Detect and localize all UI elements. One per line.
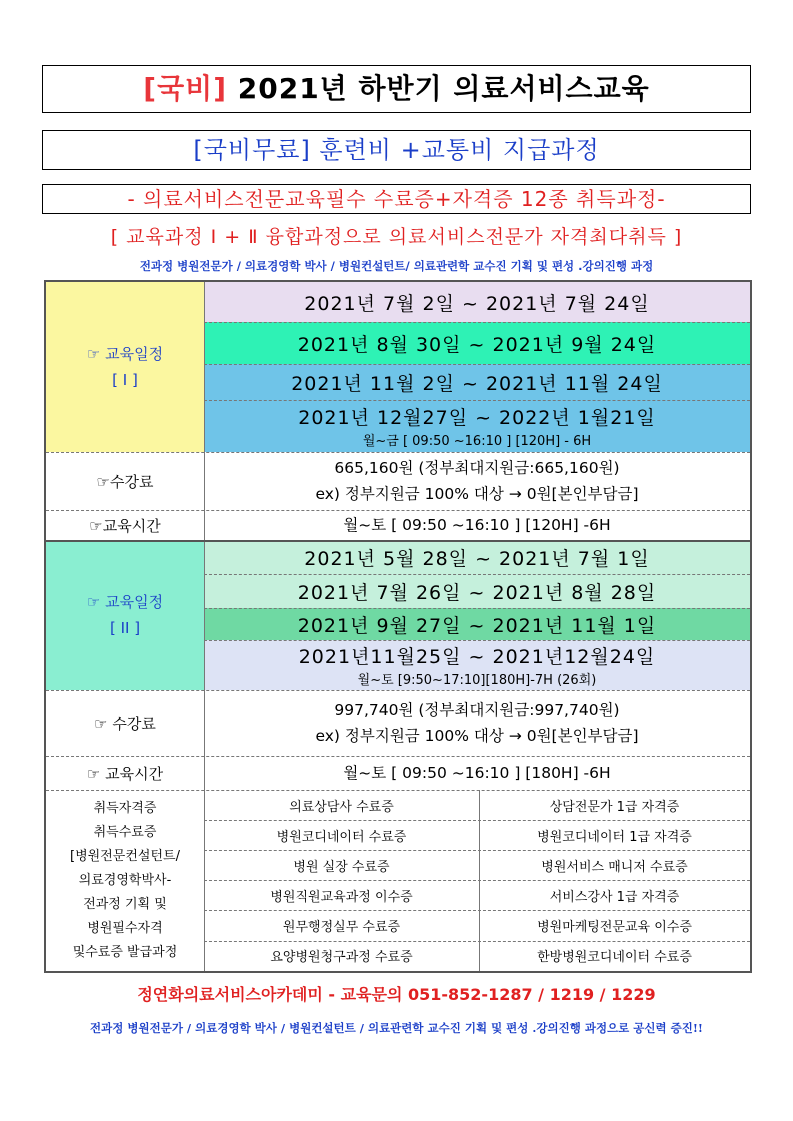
course1-date-4: 2021년 12월27일 ~ 2022년 1월21일 [298, 407, 656, 429]
row-divider [204, 400, 750, 401]
subtitle-instructors: 전과정 병원전문가 / 의료경영학 박사 / 병원컨설턴트/ 의료관련학 교수진 기획 및 편성 .강의진행 과정 [139, 259, 654, 273]
course1-date-4-cell [204, 400, 750, 452]
page-title [42, 65, 751, 113]
cert-left-item: 원무행정실무 수료증 [282, 919, 401, 935]
cert-label-3: [병원전문컨설턴트/ [70, 848, 180, 864]
cert-row-divider [204, 941, 750, 942]
course1-fee-amount: 665,160원 (정부최대지원금:665,160원) [334, 459, 620, 477]
course2-label-text: ☞ 교육일정 [86, 593, 164, 611]
course1-fee-label: ☞수강료 [96, 472, 154, 491]
cert-label-1: 취득자격증 [93, 800, 157, 816]
course2-schedule-label [46, 540, 204, 690]
row-divider [46, 790, 750, 791]
course1-fee-cell [204, 452, 750, 510]
subtitle-certificates: - 의료서비스전문교육필수 수료증+자격증 12종 취득과정- [42, 184, 751, 214]
course2-date-4: 2021년11월25일 ~ 2021년12월24일 [298, 646, 656, 668]
title-text: 2021년 하반기 의료서비스교육 [227, 72, 650, 105]
course2-date-4-cell [204, 640, 750, 690]
course2-time-label: ☞ 교육시간 [86, 764, 164, 783]
course1-time-value: 월~토 [ 09:50 ~16:10 ] [120H] -6H [343, 516, 611, 534]
course1-label-text: ☞ 교육일정 [86, 345, 164, 363]
row-divider [46, 690, 750, 691]
course2-roman: [ ⅠⅠ ] [109, 619, 141, 637]
cert-right-item: 병원마케팅전문교육 이수증 [537, 919, 692, 935]
academy-contact: 정연화의료서비스아카데미 - 교육문의 051-852-1287 / 1219 / 1229 [137, 985, 656, 1004]
course1-schedule-label [46, 282, 204, 452]
row-divider [46, 510, 750, 511]
cert-label-4: 의료경영학박사- [78, 872, 172, 888]
cert-label-6: 병원필수자격 [87, 920, 163, 936]
row-divider [204, 608, 750, 609]
cert-row-divider [204, 820, 750, 821]
cert-column-divider [479, 790, 480, 971]
cert-right-item: 병원서비스 매니저 수료증 [541, 859, 688, 875]
course1-time-label: ☞교육시간 [89, 516, 161, 535]
course1-fee-note: ex) 정부지원금 100% 대상 → 0원[본인부담금] [315, 485, 639, 503]
cert-right-item: 한방병원코디네이터 수료증 [537, 950, 692, 966]
cert-left-item: 병원코디네이터 수료증 [276, 829, 407, 845]
cert-row-divider [204, 880, 750, 881]
course2-date-1: 2021년 5월 28일 ~ 2021년 7월 1일 [204, 540, 750, 574]
course2-time-value: 월~토 [ 09:50 ~16:10 ] [180H] -6H [343, 764, 611, 782]
cert-label-5: 전과정 기획 및 [83, 896, 167, 912]
title-tag: [국비] [143, 72, 227, 105]
course2-date-3: 2021년 9월 27일 ~ 2021년 11월 1일 [204, 608, 750, 640]
cert-left-item: 병원 실장 수료증 [293, 859, 390, 875]
subtitle-combined-course: [ 교육과정 Ⅰ + Ⅱ 융합과정으로 의료서비스전문가 자격최다취득 ] [110, 226, 683, 248]
row-divider [204, 322, 750, 323]
course2-fee-amount: 997,740원 (정부최대지원금:997,740원) [334, 701, 620, 719]
row-divider [46, 756, 750, 757]
row-divider [46, 452, 750, 453]
course2-fee-label: ☞ 수강료 [94, 714, 156, 733]
row-divider [204, 574, 750, 575]
cert-row-divider [204, 850, 750, 851]
cert-left-item: 병원직원교육과정 이수증 [270, 889, 413, 905]
cert-label-7: 및수료증 발급과정 [72, 944, 178, 960]
row-divider [204, 640, 750, 641]
course2-date-2: 2021년 7월 26일 ~ 2021년 8월 28일 [204, 574, 750, 608]
cert-right-item: 상담전문가 1급 자격증 [549, 799, 680, 815]
cert-left-item: 의료상담사 수료증 [289, 799, 394, 815]
course-table [44, 280, 752, 973]
course1-schedule-note: 월~금 [ 09:50 ~16:10 ] [120H] - 6H [362, 434, 592, 449]
course2-schedule-note: 월~토 [9:50~17:10][180H]-7H (26회) [357, 673, 597, 688]
course2-fee-cell [204, 690, 750, 756]
subtitle-free-course: [국비무료] 훈련비 +교통비 지급과정 [42, 130, 751, 170]
cert-row-divider [204, 910, 750, 911]
cert-label-cell [46, 790, 204, 971]
row-divider [204, 364, 750, 365]
column-divider [204, 282, 205, 971]
cert-right-item: 서비스강사 1급 자격증 [549, 889, 680, 905]
cert-left-item: 요양병원청구과정 수료증 [270, 950, 413, 966]
course2-fee-note: ex) 정부지원금 100% 대상 → 0원[본인부담금] [315, 727, 639, 745]
course1-date-3: 2021년 11월 2일 ~ 2021년 11월 24일 [204, 364, 750, 400]
course1-date-2: 2021년 8월 30일 ~ 2021년 9월 24일 [204, 322, 750, 364]
course1-date-1: 2021년 7월 2일 ~ 2021년 7월 24일 [204, 282, 750, 322]
cert-label-2: 취득수료증 [93, 824, 157, 840]
cert-right-item: 병원코디네이터 1급 자격증 [537, 829, 692, 845]
footer-note: 전과정 병원전문가 / 의료경영학 박사 / 병원컨설턴트 / 의료관련학 교수진 기획 및 편성 .강의진행 과정으로 공신력 증진!! [90, 1021, 703, 1035]
course1-roman: [ Ⅰ ] [112, 371, 138, 389]
section-divider [46, 540, 750, 542]
